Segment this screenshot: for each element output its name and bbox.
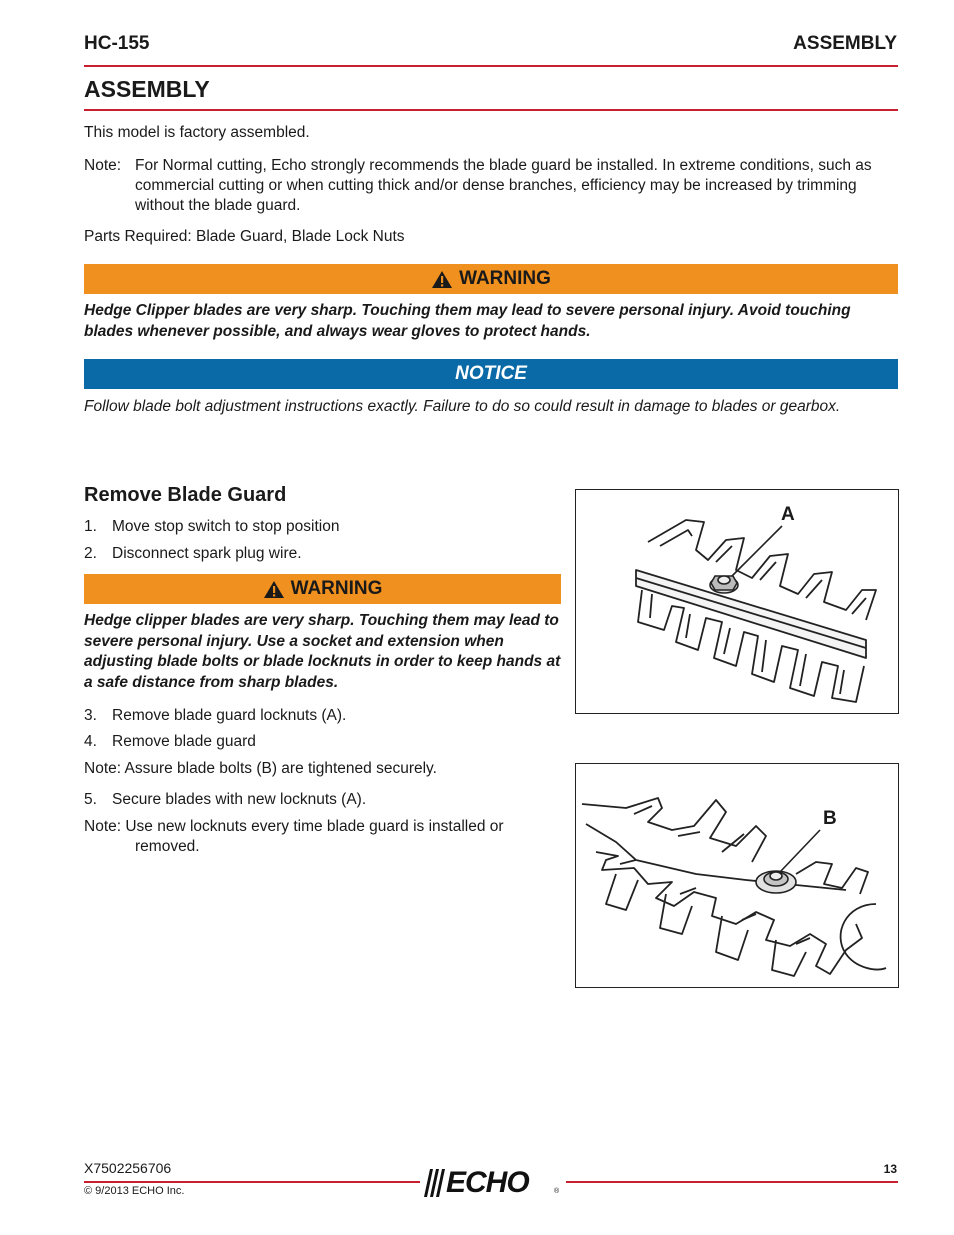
blade-bolt-illustration	[576, 764, 898, 987]
note-1-text: For Normal cutting, Echo strongly recommends the blade guard be installed. In extreme conditions, such as commercial cutting or when cutting thick and/or dense branches, efficiency may be increased by trimming without the blade guard.	[135, 157, 872, 214]
list-item: 5. Secure blades with new locknuts (A).	[84, 791, 367, 808]
copyright: © 9/2013 ECHO Inc.	[84, 1185, 185, 1197]
intro-text: This model is factory assembled.	[84, 124, 310, 141]
figure-blade-bolts	[575, 763, 899, 988]
header-model: HC-155	[84, 33, 150, 54]
warning-text-2: Hedge clipper blades are very sharp. Touching them may lead to severe personal injury. Use a socket and extension when adjusting blade bolts or blade locknuts in order to keep hands at a safe distance from sharp blades.	[84, 612, 561, 691]
warning-banner	[84, 264, 898, 294]
list-item: 2. Disconnect spark plug wire.	[84, 545, 302, 562]
notice-text: Follow blade bolt adjustment instructions exactly. Failure to do so could result in damage to blades or gearbox.	[84, 398, 841, 415]
note-locknuts-line2: removed.	[135, 838, 200, 855]
echo-logo	[420, 1166, 566, 1200]
warning-label: WARNING	[459, 268, 551, 289]
footer-rule-right	[566, 1181, 898, 1183]
warning-label-2: WARNING	[290, 578, 383, 599]
page-number: 13	[883, 1162, 897, 1176]
warning-banner-2	[84, 574, 561, 604]
echo-logo-text: ECHO	[446, 1166, 529, 1199]
figure-label-b: B	[823, 808, 837, 829]
warning-triangle-icon	[263, 580, 285, 599]
warning-triangle-icon	[431, 270, 453, 289]
part-number: X7502256706	[84, 1160, 172, 1176]
header-rule	[84, 65, 898, 67]
notice-banner	[84, 359, 898, 389]
note-1-label: Note:	[84, 157, 122, 174]
registered-mark: ®	[554, 1188, 560, 1195]
list-item: 4. Remove blade guard	[84, 733, 256, 750]
note-locknuts-line1: Note: Use new locknuts every time blade guard is installed or	[84, 818, 504, 835]
figure-blade-guard	[575, 489, 899, 714]
notice-label: NOTICE	[455, 363, 527, 384]
section-heading: Remove Blade Guard	[84, 484, 287, 506]
list-item: 1. Move stop switch to stop position	[84, 518, 340, 535]
title-rule	[84, 109, 898, 111]
figure-label-a: A	[781, 504, 795, 525]
parts-required: Parts Required: Blade Guard, Blade Lock Nuts	[84, 228, 405, 245]
page-title: ASSEMBLY	[84, 76, 210, 102]
list-item: 3. Remove blade guard locknuts (A).	[84, 707, 347, 724]
footer-rule-left	[84, 1181, 420, 1183]
note-1	[84, 156, 898, 216]
note-bolts: Note: Assure blade bolts (B) are tightened securely.	[84, 760, 437, 777]
warning-text: Hedge Clipper blades are very sharp. Touching them may lead to severe personal injury. Avoid touching blades whenever possible, and always wear gloves to protect hands.	[84, 302, 851, 340]
header-section: ASSEMBLY	[793, 33, 897, 54]
blade-guard-illustration	[576, 490, 898, 713]
